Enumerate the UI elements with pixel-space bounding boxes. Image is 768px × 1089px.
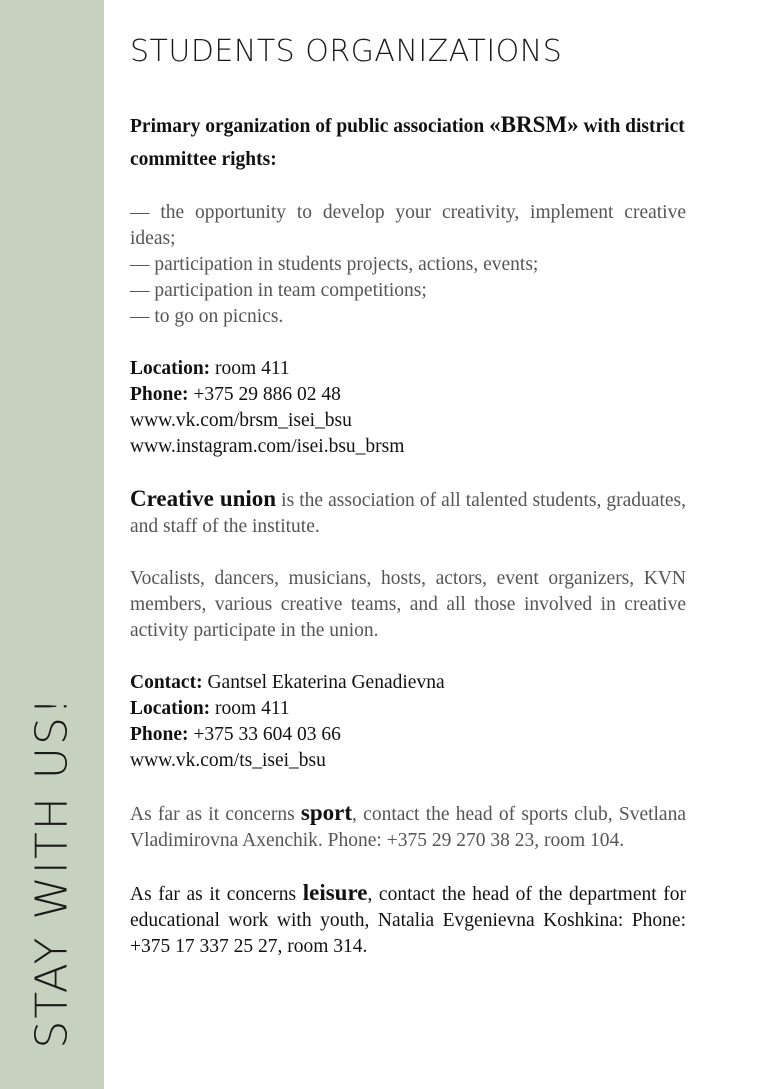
brsm-item: — participation in team competitions; — [130, 280, 427, 301]
brsm-heading — [130, 108, 686, 176]
brsm-phone-label: Phone: — [130, 384, 189, 405]
leisure-pre: As far as it concerns — [130, 884, 303, 905]
creative-location-value: room 411 — [210, 698, 290, 719]
sport-pre: As far as it concerns — [130, 804, 301, 825]
creative-union-name: Creative union — [130, 486, 277, 511]
brsm-phone-value: +375 29 886 02 48 — [188, 384, 341, 405]
brsm-heading-name: «BRSM» — [489, 112, 579, 137]
leisure-post: , contact the head of the department for educational work with youth, Natalia Evgenievna Koshkina: Phone: +375 17 337 25 27, room 314. — [130, 884, 686, 957]
creative-union-intro — [130, 486, 686, 540]
brsm-location — [130, 356, 686, 382]
brsm-instagram-link[interactable]: www.instagram.com/isei.bsu_brsm — [130, 436, 405, 457]
brsm-section — [130, 108, 686, 460]
creative-location-label: Location: — [130, 698, 211, 719]
sport-paragraph — [130, 800, 686, 854]
brsm-vk-link[interactable]: www.vk.com/brsm_isei_bsu — [130, 410, 352, 431]
sport-keyword: sport — [300, 800, 353, 825]
creative-contact-value: Gantsel Ekaterina Genadievna — [202, 672, 445, 693]
main-content — [130, 34, 686, 960]
creative-phone-label: Phone: — [130, 724, 189, 745]
creative-phone — [130, 722, 686, 748]
brsm-location-value: room 411 — [210, 358, 290, 379]
leisure-paragraph — [130, 880, 686, 960]
brsm-location-label: Location: — [130, 358, 211, 379]
creative-contact-label: Contact: — [130, 672, 203, 693]
creative-vk-link[interactable]: www.vk.com/ts_isei_bsu — [130, 750, 326, 771]
brsm-item: — to go on picnics. — [130, 306, 284, 327]
brsm-item: — participation in students projects, actions, events; — [130, 254, 539, 275]
creative-contact — [130, 670, 686, 696]
sport-post: , contact the head of sports club, Svetlana Vladimirovna Axenchik. Phone: +375 29 270 38 23, room 104. — [130, 804, 686, 851]
sidebar — [0, 0, 104, 1089]
creative-union-section — [130, 486, 686, 774]
brsm-heading-post: with district committee rights: — [130, 116, 685, 170]
brsm-item: — the opportunity to develop your creativity, implement creative ideas; — [130, 202, 686, 249]
page-title: STUDENTS ORGANIZATIONS — [130, 34, 563, 69]
leisure-keyword: leisure — [302, 880, 368, 905]
brsm-phone — [130, 382, 686, 408]
creative-union-intro-text: is the association of all talented students, graduates, and staff of the institute. — [130, 490, 687, 537]
creative-union-description: Vocalists, dancers, musicians, hosts, actors, event organizers, KVN members, various creative teams, and all those involved in creative activity participate in the union. — [130, 568, 686, 641]
brsm-heading-pre: Primary organization of public association — [130, 116, 490, 137]
creative-phone-value: +375 33 604 03 66 — [188, 724, 341, 745]
sidebar-slogan: STAY WITH US! — [26, 695, 78, 1049]
creative-location — [130, 696, 686, 722]
